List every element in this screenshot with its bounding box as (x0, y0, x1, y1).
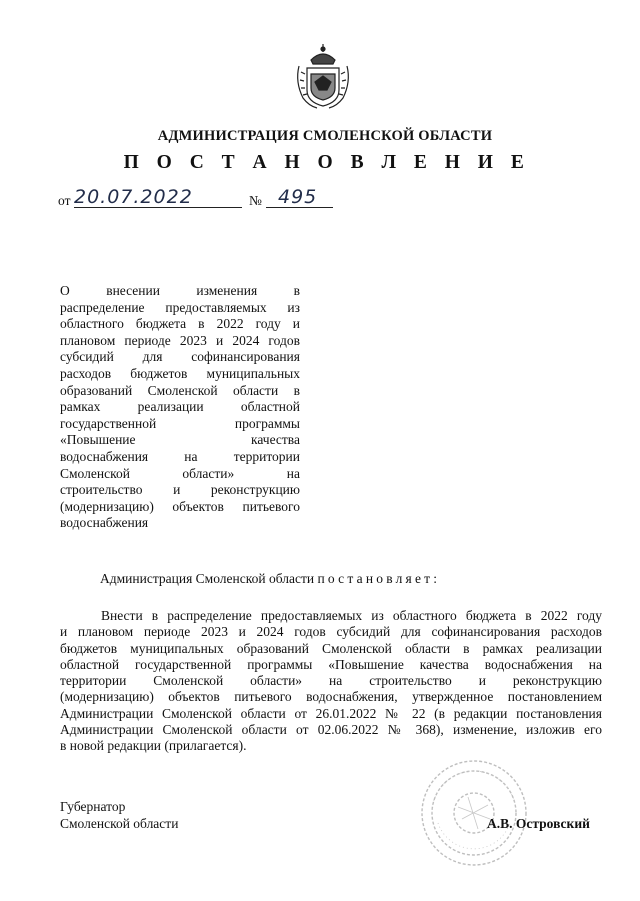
resolution-verb: постановляет: (317, 571, 441, 586)
subject-line: субсидий для софинансирования (60, 349, 300, 365)
subject-line: Смоленской области» на (60, 465, 300, 481)
handwritten-number: 495 (278, 186, 318, 208)
subject-line: «Повышение качества (60, 432, 300, 448)
body-line: бюджетов муниципальных образований Смоленской области в рамках реализации (60, 640, 602, 656)
number-underline (266, 207, 333, 208)
subject-line: образований Смоленской области в (60, 382, 300, 398)
signatory-name: А.В. Островский (487, 816, 590, 831)
resolution-lead: Администрация Смоленской области (100, 571, 315, 586)
date-number-line (58, 186, 318, 214)
body-line: и плановом периоде 2023 и 2024 годов субсидий для софинансирования расходов (60, 624, 602, 640)
number-sign: № (249, 193, 262, 208)
subject-line: плановом периоде 2023 и 2024 годов (60, 332, 300, 348)
handwritten-date: 20.07.2022 (74, 186, 193, 208)
subject-line: О внесении изменения в (60, 283, 300, 298)
official-stamp-seal (418, 757, 530, 869)
subject-line: (модернизацию) объектов питьевого (60, 498, 300, 514)
subject-line: водоснабжения (60, 515, 149, 531)
subject-line: областного бюджета в 2022 году и (60, 316, 300, 332)
subject-block (60, 283, 300, 532)
subject-line: строительство и реконструкцию (60, 482, 300, 498)
body-line: Администрации Смоленской области от 26.01.2022 № 22 (в редакции постановления (60, 705, 602, 721)
body-line: Внести в распределение предоставляемых из областного бюджета в 2022 году (101, 608, 602, 623)
resolution-line (100, 571, 440, 587)
resolution-body (60, 608, 602, 755)
date-prefix: от (58, 193, 71, 208)
document-type-title: П О С Т А Н О В Л Е Н И Е (123, 152, 531, 173)
body-line: в новой редакции (прилагается). (60, 738, 247, 754)
organization-title: АДМИНИСТРАЦИЯ СМОЛЕНСКОЙ ОБЛАСТИ (157, 128, 493, 144)
subject-line: расходов бюджетов муниципальных (60, 365, 300, 381)
body-line: территории Смоленской области» на строительство и реконструкцию (60, 673, 602, 689)
subject-line: государственной программы (60, 415, 300, 431)
body-line: Администрации Смоленской области от 02.06.2022 № 368), изменение, изложив его (60, 722, 602, 738)
signatory-region: Смоленской области (60, 816, 179, 831)
subject-line: водоснабжения на территории (60, 448, 300, 464)
subject-line: рамках реализации областной (60, 399, 300, 415)
date-underline (74, 207, 242, 208)
coat-of-arms-emblem (293, 42, 353, 110)
subject-line: распределение предоставляемых из (60, 299, 300, 315)
body-line: областной государственной программы «Повышение качества водоснабжения на (60, 656, 602, 672)
signatory-title (60, 798, 178, 832)
signatory-position: Губернатор (60, 799, 126, 814)
body-line: (модернизацию) объектов питьевого водоснабжения, утвержденное постановлением (60, 689, 602, 705)
